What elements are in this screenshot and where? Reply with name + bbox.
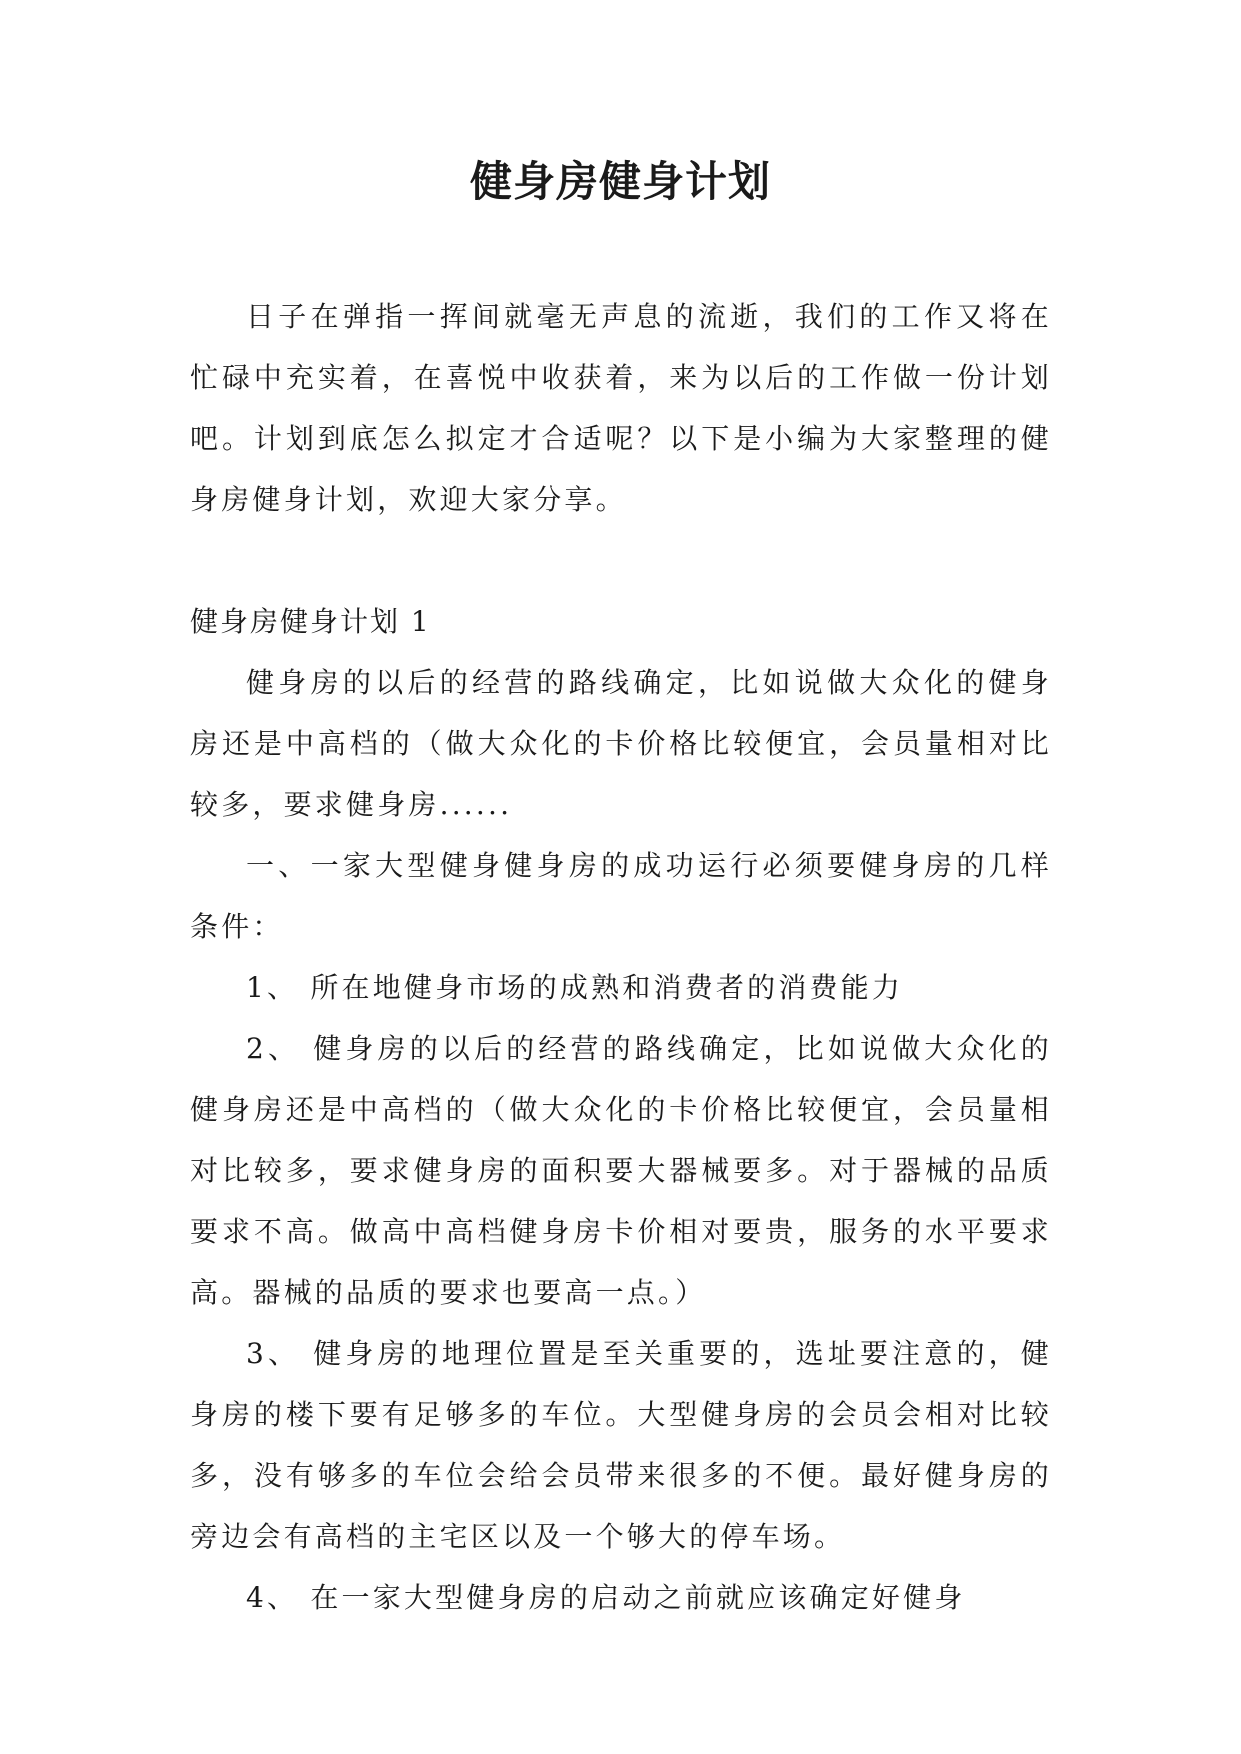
paragraph-item-4: 4、 在一家大型健身房的启动之前就应该确定好健身 xyxy=(246,1581,966,1614)
paragraph-conditions: 一、一家大型健身健身房的成功运行必须要健身房的几样条件： xyxy=(190,849,1052,943)
section-heading: 健身房健身计划 1 xyxy=(190,605,431,638)
document-body xyxy=(190,286,1052,1628)
document-title: 健身房健身计划 xyxy=(469,157,771,206)
paragraph-item-1: 1、 所在地健身市场的成熟和消费者的消费能力 xyxy=(246,971,904,1004)
paragraph-item-2: 2、 健身房的以后的经营的路线确定，比如说做大众化的健身房还是中高档的（做大众化的卡价格比较便宜，会员量相对比较多，要求健身房的面积要大器械要多。对于器械的品质要求不高。做高中高档健身房卡价相对要贵，服务的水平要求高。器械的品质的要求也要高一点。） xyxy=(190,1032,1052,1309)
intro-paragraph: 日子在弹指一挥间就毫无声息的流逝，我们的工作又将在忙碌中充实着，在喜悦中收获着，来为以后的工作做一份计划吧。计划到底怎么拟定才合适呢？以下是小编为大家整理的健身房健身计划，欢迎大家分享。 xyxy=(190,300,1052,516)
paragraph-item-3: 3、 健身房的地理位置是至关重要的，选址要注意的，健身房的楼下要有足够多的车位。大型健身房的会员会相对比较多，没有够多的车位会给会员带来很多的不便。最好健身房的旁边会有高档的主宅区以及一个够大的停车场。 xyxy=(190,1337,1052,1553)
paragraph-route: 健身房的以后的经营的路线确定，比如说做大众化的健身房还是中高档的（做大众化的卡价格比较便宜，会员量相对比较多，要求健身房...... xyxy=(190,666,1052,821)
